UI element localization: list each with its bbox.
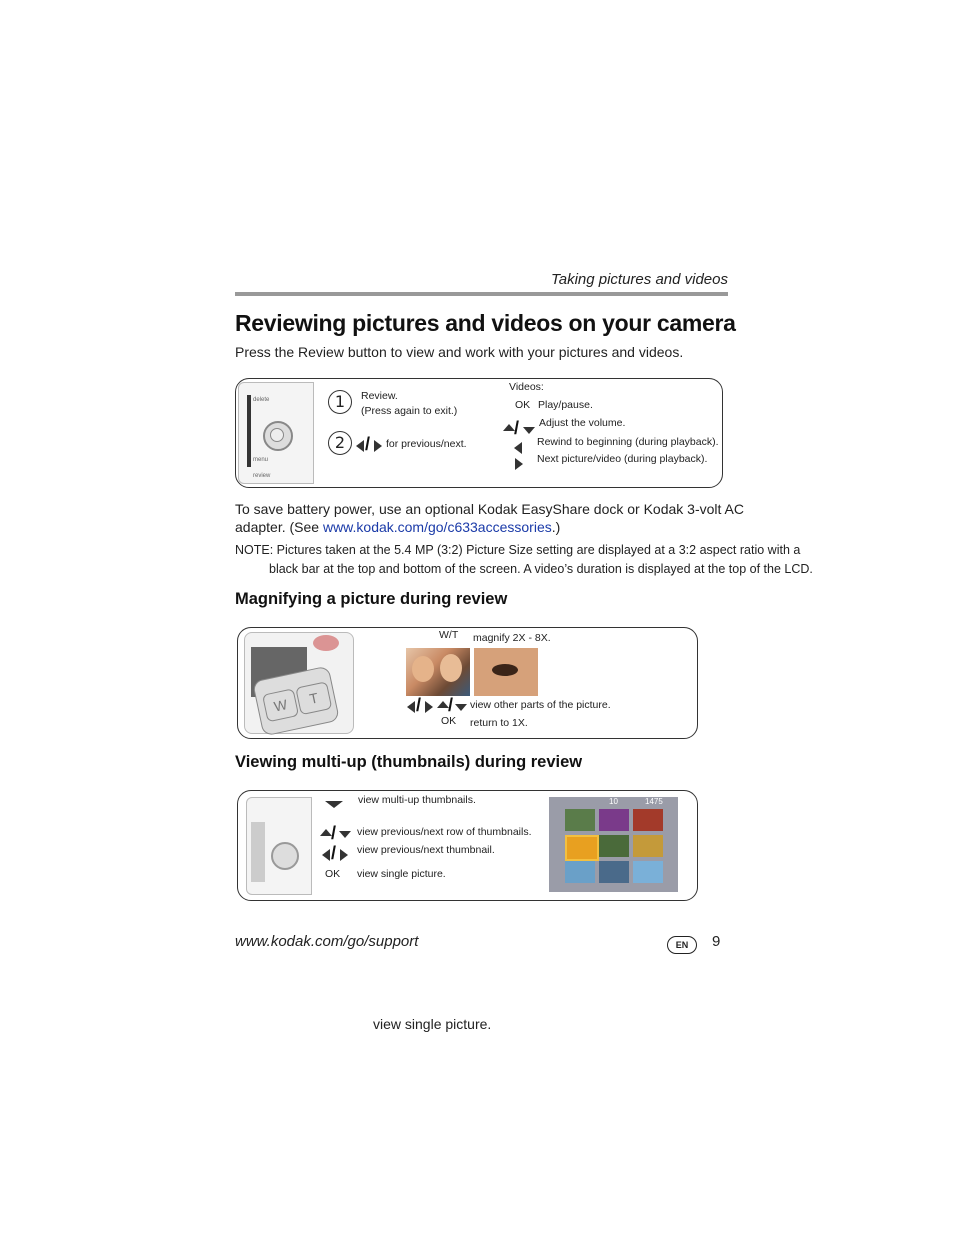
slash-icon: /: [331, 823, 337, 843]
left-arrow-icon: [322, 849, 330, 861]
wide-button: W: [262, 688, 299, 722]
camera-back-illustration: [238, 382, 314, 484]
battery-line1: To save battery power, use an optional Kodak EasyShare dock or Kodak 3-volt AC: [235, 501, 744, 517]
battery-line2-pre: adapter. (See: [235, 519, 323, 535]
stray-text: view single picture.: [373, 1016, 492, 1032]
thumbnail: [633, 861, 663, 883]
down-arrow-icon: [455, 704, 467, 711]
prev-next-thumb-text: view previous/next thumbnail.: [357, 844, 495, 856]
camera-top-illustration: [244, 632, 354, 734]
magnify-text: magnify 2X - 8X.: [473, 632, 551, 644]
header-rule: [235, 292, 728, 296]
right-arrow-icon: [425, 701, 433, 713]
down-arrow-icon: [339, 831, 351, 838]
battery-line2-post: .): [551, 519, 561, 535]
screen-number: 1475: [645, 797, 663, 806]
child-face-1: [412, 656, 434, 682]
step-2-badge: 2: [328, 431, 352, 455]
thumbnail: [565, 835, 599, 861]
note-line2: black bar at the top and bottom of the screen. A video’s duration is displayed at the top of the LCD.: [269, 562, 813, 576]
thumbnail: [599, 835, 629, 857]
rewind-text: Rewind to beginning (during playback).: [537, 436, 719, 448]
camera-label-menu: menu: [253, 457, 269, 463]
step-1-line1: Review.: [361, 390, 398, 402]
photo-children: [406, 648, 470, 696]
note-line1: NOTE: Pictures taken at the 5.4 MP (3:2) Picture Size setting are displayed at a 3:2 aspect ratio with a: [235, 543, 801, 557]
camera-mode-dial: [313, 635, 339, 651]
view-other-text: view other parts of the picture.: [470, 699, 611, 711]
view-multi-text: view multi-up thumbnails.: [358, 794, 476, 806]
page-number: 9: [712, 933, 721, 950]
next-video-text: Next picture/video (during playback).: [537, 453, 708, 465]
thumbnail: [599, 861, 629, 883]
camera-lcd-edge: [251, 822, 265, 882]
eye: [492, 664, 518, 676]
camera-lcd-edge: [247, 395, 251, 467]
camera-back-illustration-2: [246, 797, 312, 895]
down-arrow-icon: [523, 427, 535, 434]
thumbnail: [565, 861, 595, 883]
slash-icon: /: [514, 418, 520, 438]
return-text: return to 1X.: [470, 717, 528, 729]
photo-eye-zoom: [474, 648, 538, 696]
prev-next-row-text: view previous/next row of thumbnails.: [357, 826, 532, 838]
step-1-line2: (Press again to exit.): [361, 405, 458, 417]
right-arrow-icon: [374, 440, 382, 452]
multiup-heading: Viewing multi-up (thumbnails) during review: [235, 753, 583, 771]
footer-url: www.kodak.com/go/support: [235, 933, 419, 950]
thumbnail: [565, 809, 595, 831]
play-pause-text: Play/pause.: [538, 399, 593, 411]
magnify-ok-label: OK: [441, 715, 457, 727]
magnify-heading: Magnifying a picture during review: [235, 590, 508, 608]
camera-ok-button: [270, 428, 284, 442]
step-2-text: for previous/next.: [386, 438, 467, 450]
thumbnail: [633, 835, 663, 857]
rewind-arrow-icon: [514, 442, 522, 454]
camera-dial: [271, 842, 299, 870]
slash-icon: /: [448, 695, 454, 715]
multiup-ok-label: OK: [325, 868, 341, 880]
battery-line2: [235, 518, 560, 536]
right-arrow-icon: [340, 849, 348, 861]
left-arrow-icon: [356, 440, 364, 452]
down-arrow-icon: [325, 801, 343, 808]
view-single-text: view single picture.: [357, 868, 446, 880]
accessories-link[interactable]: www.kodak.com/go/c633accessories: [322, 519, 552, 535]
thumbnail-screen: [549, 797, 678, 892]
thumbnail: [633, 809, 663, 831]
page-title: Reviewing pictures and videos on your camera: [235, 310, 736, 336]
camera-label-review: review: [253, 473, 271, 479]
tele-button: T: [295, 681, 332, 715]
adjust-volume-text: Adjust the volume.: [539, 417, 626, 429]
thumbnail: [599, 809, 629, 831]
language-badge: EN: [667, 936, 697, 954]
videos-label: Videos:: [509, 381, 544, 393]
slash-icon: /: [331, 843, 337, 863]
videos-ok-label: OK: [515, 399, 531, 411]
screen-count: 10: [609, 797, 618, 806]
running-header: Taking pictures and videos: [550, 271, 728, 288]
wt-label: W/T: [439, 629, 459, 641]
intro-paragraph: Press the Review button to view and work with your pictures and videos.: [235, 344, 684, 360]
slash-icon: /: [416, 695, 422, 715]
slash-icon: /: [365, 434, 371, 454]
step-1-badge: 1: [328, 390, 352, 414]
child-face-2: [440, 654, 462, 682]
next-arrow-icon: [515, 458, 523, 470]
left-arrow-icon: [407, 701, 415, 713]
camera-label-delete: delete: [253, 397, 270, 403]
